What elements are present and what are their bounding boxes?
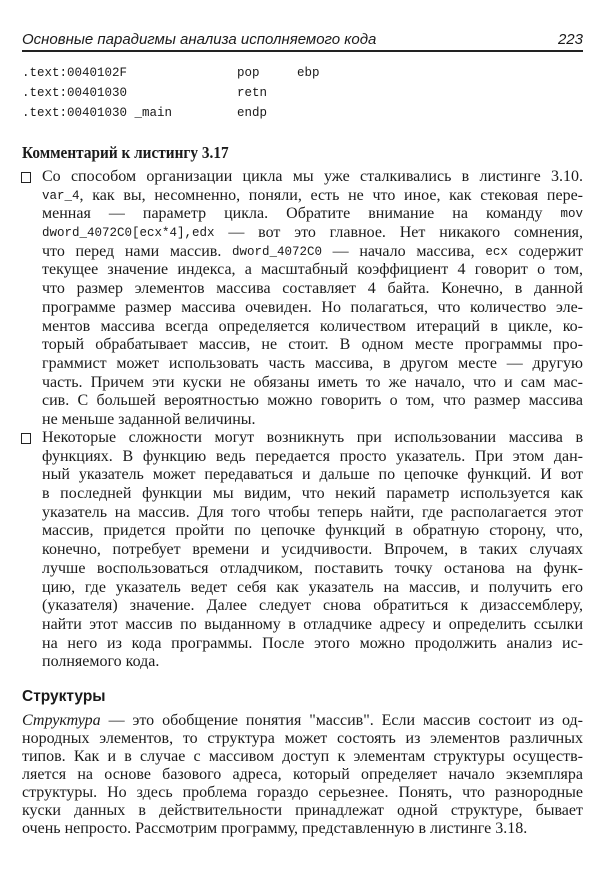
text-segment: не меньше заданной величины. xyxy=(42,410,256,428)
inline-code: ecx xyxy=(485,244,508,259)
section-heading: Комментарий к листингу 3.17 xyxy=(22,143,229,162)
text-segment: текущее значение индекса, а масштабный коэффициент 4 говорит о том, xyxy=(42,261,583,279)
text-segment: массив, придется пройти по цепочке функций в обратную сторону, что, xyxy=(42,522,583,540)
inline-code: dword_4072C0 xyxy=(232,244,323,259)
code-mnemonic: pop xyxy=(237,66,260,80)
running-header xyxy=(22,30,583,52)
text-line xyxy=(42,261,583,280)
code-line xyxy=(22,63,522,83)
code-listing xyxy=(22,63,522,123)
text-segment: в последней функции мы видим, что некий параметр используется как xyxy=(42,485,583,503)
code-operand: ebp xyxy=(297,66,320,80)
text-segment: ментов массива всегда определяется количеством итераций в цикле, ко- xyxy=(42,317,583,335)
text-segment: (указателя) значение. Далее следует снова обратиться к дизассемблеру, xyxy=(42,597,583,615)
text-segment: функциях. В функцию ведь передается просто указатель. При этом дан- xyxy=(42,447,583,465)
text-segment: Со способом организации цикла мы уже сталкивались в листинге 3.10. xyxy=(42,168,583,185)
text-segment: что размер элементов массива составляет 4 байта. Конечно, в данной xyxy=(42,280,583,298)
text-line xyxy=(42,336,583,355)
inline-code: var_4 xyxy=(42,188,80,203)
text-segment: типов. Как и в случае с массивом доступ к элементам структуры осуществ- xyxy=(22,748,583,765)
inline-code: dword_4072C0[ecx*4],edx xyxy=(42,226,215,241)
checkbox-bullet-icon xyxy=(21,433,31,444)
code-line xyxy=(22,103,522,123)
text-line xyxy=(42,411,583,430)
section-heading: Структуры xyxy=(22,688,106,705)
text-line xyxy=(42,224,583,243)
text-segment: ный указатель может передаваться и дальше по цепочке функций. И вот xyxy=(42,466,583,484)
inline-code: mov xyxy=(560,207,583,222)
text-line xyxy=(22,784,583,802)
text-segment: содержит xyxy=(507,242,584,260)
text-segment: — это обобщение понятия "массив". Если массив состоит из од- xyxy=(100,712,583,729)
text-line xyxy=(42,187,583,206)
text-segment: лучше воспользоваться отладчиком, поставить точку останова на функ- xyxy=(42,559,583,577)
text-line xyxy=(42,466,583,485)
bullet-item xyxy=(42,429,583,672)
text-segment: найти этот массив по выданному в отладчике адресу и определить ссылки xyxy=(42,615,583,633)
text-line xyxy=(42,429,583,448)
text-line xyxy=(42,504,583,523)
text-segment: — вот это главное. Нет никакого сомнения, xyxy=(214,224,583,242)
emphasis: Структура xyxy=(22,712,101,729)
text-line xyxy=(22,820,583,838)
text-line xyxy=(42,448,583,467)
text-line xyxy=(42,243,583,262)
text-line xyxy=(42,635,583,654)
text-line xyxy=(42,299,583,318)
text-segment: сив. С большей вероятностью можно говорить о том, что размер массива xyxy=(42,392,583,410)
text-segment: , как вы, несомненно, поняли, есть не что иное, как стековая пере- xyxy=(79,186,583,204)
paragraph xyxy=(22,712,583,838)
text-segment: что перед нами массив. xyxy=(42,242,232,260)
text-segment: конечно, потребует времени и усидчивости. Впрочем, в таких случаях xyxy=(42,541,583,559)
text-segment: торый обрабатывает массив, не стоит. В одном месте программы про- xyxy=(42,336,583,354)
code-address: .text:00401030 _main xyxy=(22,106,173,120)
text-line xyxy=(42,205,583,224)
text-line xyxy=(42,616,583,635)
running-header-title: Основные парадигмы анализа исполняемого кода xyxy=(22,31,377,48)
text-line xyxy=(42,653,583,672)
text-line xyxy=(22,748,583,766)
text-segment: очень непросто. Рассмотрим программу, представленную в листинге 3.18. xyxy=(22,820,528,837)
code-address: .text:0040102F xyxy=(22,66,128,80)
text-segment: указатель на массив. Для того чтобы теперь найти, где располагается этот xyxy=(42,503,583,521)
text-segment: граммист может использовать часть массива, в другом месте — другую xyxy=(42,354,583,372)
text-segment: часть. Причем эти куски не обязаны иметь то же начало, что и сам мас- xyxy=(42,373,583,391)
text-segment: на него из кода программы. После этого можно продолжить анализ ис- xyxy=(42,634,583,652)
text-segment: Некоторые сложности могут возникнуть при использовании массива в xyxy=(42,429,583,446)
text-line xyxy=(42,597,583,616)
text-line xyxy=(42,318,583,337)
text-line xyxy=(42,374,583,393)
text-segment: программе размер массива очевиден. Но полагаться, что количество эле- xyxy=(42,298,583,316)
text-line xyxy=(42,560,583,579)
text-line xyxy=(42,168,583,187)
text-line xyxy=(22,766,583,784)
text-line xyxy=(42,355,583,374)
text-segment: менная — параметр цикла. Обратите внимание на команду xyxy=(42,205,561,223)
text-line xyxy=(42,485,583,504)
text-line xyxy=(42,541,583,560)
text-line xyxy=(22,802,583,820)
code-address: .text:00401030 xyxy=(22,86,128,100)
code-line xyxy=(22,83,522,103)
code-mnemonic: retn xyxy=(237,86,268,100)
checkbox-bullet-icon xyxy=(21,172,31,183)
text-segment: ляется на основе базового адреса, который определяет начало экземпляра xyxy=(22,766,583,783)
bullet-item xyxy=(42,168,583,430)
text-line xyxy=(42,579,583,598)
text-segment: нородных элементов, то структура может состоять из элементов различных xyxy=(22,730,583,747)
text-line xyxy=(22,730,583,748)
text-line xyxy=(42,522,583,541)
text-segment: полняемого кода. xyxy=(42,653,160,671)
text-segment: — начало массива, xyxy=(322,242,486,260)
text-line xyxy=(22,712,583,730)
text-segment: куски данных в действительности принадлежат одной структуре, бывает xyxy=(22,802,583,819)
text-line xyxy=(42,392,583,411)
code-mnemonic: endp xyxy=(237,106,268,120)
page-number: 223 xyxy=(557,31,583,48)
text-segment: цию, где указатель ведет себя как указатель на массив, и получить его xyxy=(42,578,583,596)
text-line xyxy=(42,280,583,299)
text-segment: структуры. Но здесь проблема гораздо серьезнее. Понять, что разнородные xyxy=(22,784,583,801)
